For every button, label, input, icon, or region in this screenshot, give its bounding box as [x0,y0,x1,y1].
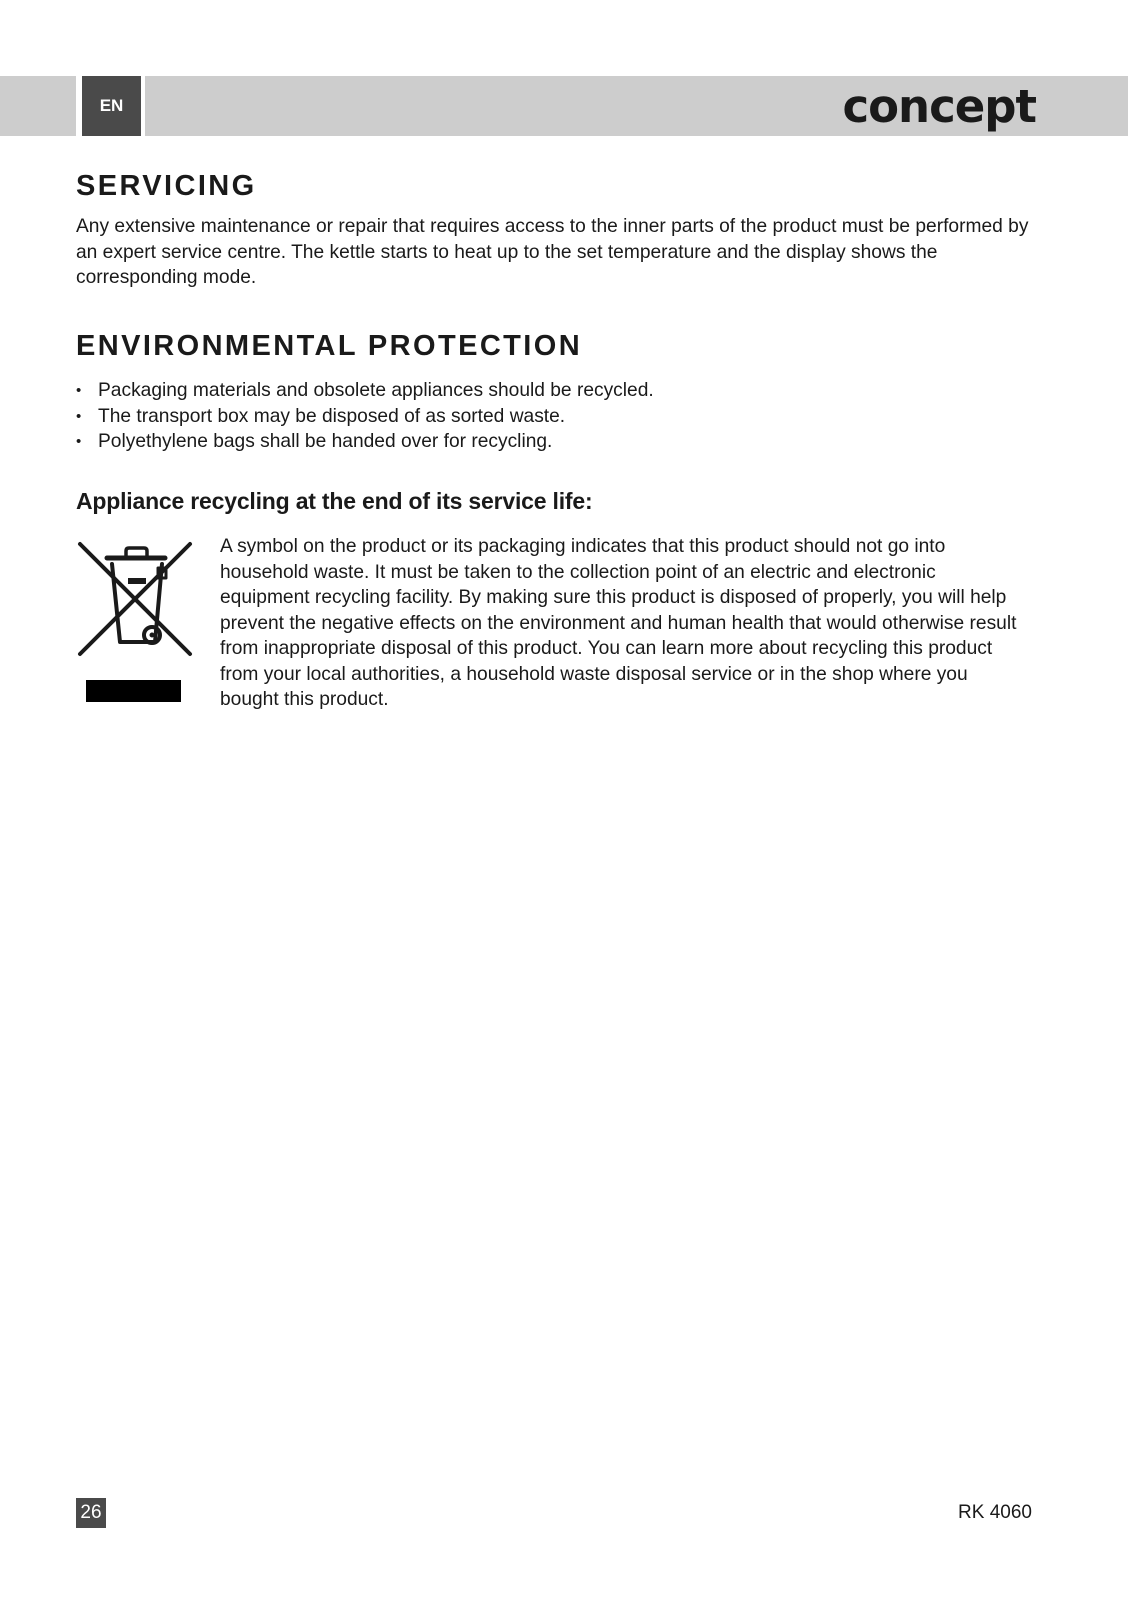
bullet-icon: • [76,433,82,450]
list-item: • Packaging materials and obsolete appliances should be recycled. [76,378,1036,404]
environment-title: ENVIRONMENTAL PROTECTION [76,330,583,362]
recycling-text: A symbol on the product or its packaging indicates that this product should not go into household waste. It must be taken to the collection point of an electric and electronic equipment recycling facility. By making sure this product is disposed of properly, you will help prevent the negative effects on the environment and human health that would otherwise result from inappropriate disposal of this product. You can learn more about recycling this product from your local authorities, a household waste disposal service or in the shop where you bought this product. [220,536,1017,710]
page-number: 26 [76,1498,106,1528]
bullet-icon: • [76,407,82,425]
servicing-title: SERVICING [76,170,257,202]
list-item: • Polyethylene bags shall be handed over for recycling. [76,429,1036,455]
language-tab: EN [82,76,141,136]
bullet-icon: • [76,382,82,399]
model-number: RK 4060 [958,1502,1032,1523]
environment-list [76,378,1036,455]
recycling-title: Appliance recycling at the end of its service life: [76,488,593,514]
weee-crossed-bin-icon [76,540,194,706]
list-item: • The transport box may be disposed of as sorted waste. [76,404,1036,430]
servicing-text: Any extensive maintenance or repair that requires access to the inner parts of the product must be performed by an expert service centre. The kettle starts to heat up to the set temperature and the display shows the corresponding mode. [76,216,1029,288]
recycling-text-block [220,534,1020,713]
environment-section [76,328,1036,455]
servicing-section [76,168,1036,291]
recycling-section [76,486,1036,516]
brand-logo: concept [842,79,1036,133]
